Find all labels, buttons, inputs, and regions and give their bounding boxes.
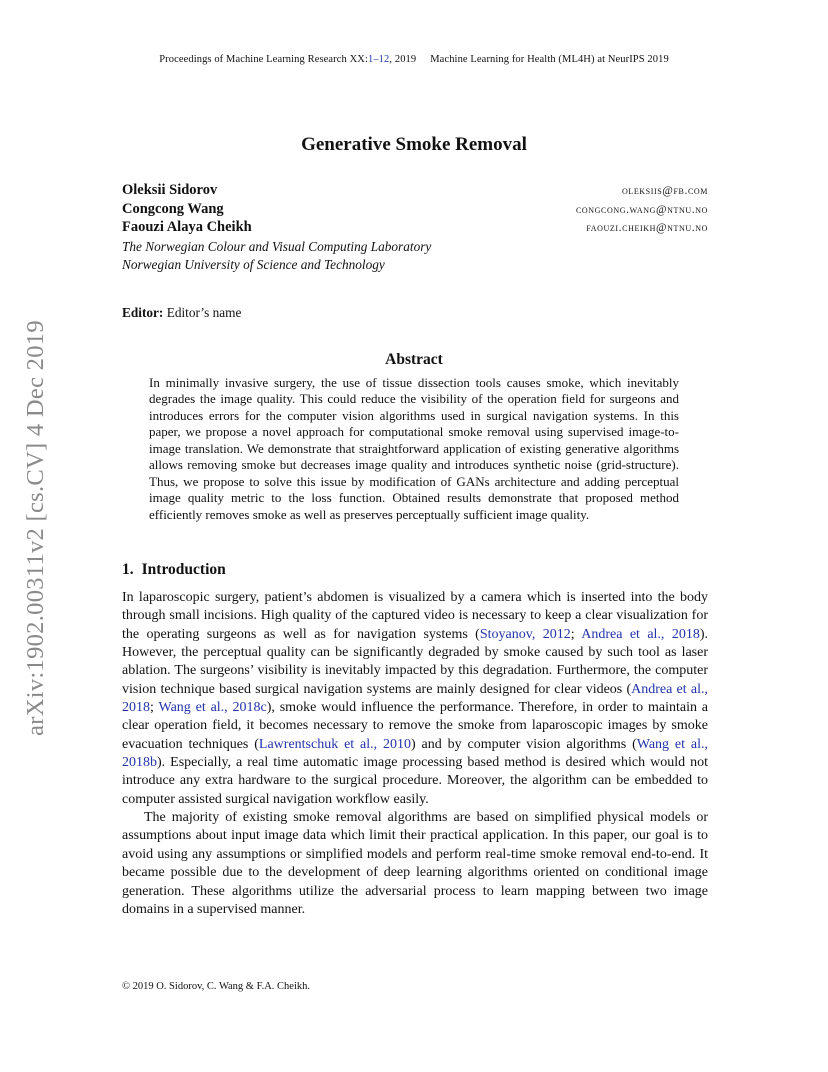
editor-value: Editor’s name [166, 305, 242, 320]
section-title: Introduction [141, 561, 226, 578]
intro-paragraph-1 [122, 589, 708, 809]
citation-link[interactable]: Wang et al., 2018c [158, 700, 267, 716]
author-row [122, 182, 708, 201]
paper-title: Generative Smoke Removal [301, 134, 527, 155]
abstract-heading: Abstract [385, 351, 443, 368]
section-number: 1. [122, 561, 134, 578]
text-run: ). However, the perceptual quality can be significantly degraded by smoke caused by such tool as laser ablation. The surgeons’ visibility is inevitably impacted by this degradation. Furthermore, the computer vision technique based surgical navigation systems are mainly designed for clear videos ( [122, 626, 708, 697]
affiliation-lab: The Norwegian Colour and Visual Computing Laboratory [122, 238, 432, 254]
header-conference: Machine Learning for Health (ML4H) at NeurIPS 2019 [430, 54, 669, 65]
intro-body [122, 589, 708, 919]
header-venue: Proceedings of Machine Learning Research XX: [159, 54, 368, 65]
abstract-text: In minimally invasive surgery, the use of tissue dissection tools causes smoke, which inevitably degrades the image quality. This could reduce the visibility of the operation field for surgeons and introduces errors for the computer vision algorithms used in surgical navigation systems. In this paper, we propose a novel approach for computational smoke removal using supervised image-to-image translation. We demonstrate that straightforward application of existing generative algorithms allows removing smoke but decreases image quality and introduces synthetic noise (grid-structure). Thus, we propose to solve this issue by modification of GANs architecture and adding perceptual image quality metric to the loss function. Obtained results demonstrate that proposed method efficiently removes smoke as well as preserves perceptually sufficient image quality. [149, 375, 679, 522]
copyright-footer: © 2019 O. Sidorov, C. Wang & F.A. Cheikh. [122, 981, 311, 992]
text-run: ). Especially, a real time automatic image processing based method is desired which would not introduce any extra hardware to the surgical procedure. Moreover, the algorithm can be embedded to computer assisted surgical navigation workflow easily. [122, 755, 708, 807]
editor-line [122, 305, 241, 321]
section-heading [122, 561, 226, 579]
editor-label: Editor: [122, 305, 164, 320]
author-name: Congcong Wang [122, 200, 224, 217]
author-name: Faouzi Alaya Cheikh [122, 219, 252, 235]
intro-paragraph-2: The majority of existing smoke removal algorithms are based on simplified physical models or assumptions about input image data which limit their practical application. In this paper, our goal is to avoid using any assumptions or simplified models and perform real-time smoke removal end-to-end. It became possible due to the development of deep learning algorithms oriented on conditional image generation. These algorithms utilize the adversarial process to learn mapping between two image domains in a supervised manner. [122, 810, 708, 917]
affiliation-university: Norwegian University of Science and Technology [122, 257, 385, 272]
citation-link[interactable]: Andrea et al., 2018 [122, 681, 708, 716]
author-row [122, 219, 708, 238]
author-email: faouzi.cheikh@ntnu.no [586, 222, 708, 234]
author-name: Oleksii Sidorov [122, 182, 218, 198]
author-email: congcong.wang@ntnu.no [575, 203, 708, 216]
header-pages-link[interactable]: 1–12 [367, 54, 390, 65]
text-run: In laparoscopic surgery, patient’s abdomen is visualized by a camera which is inserted into the body through small incisions. High quality of the captured video is necessary to keep a clear visualization for the operating surgeons as well as for navigation systems ( [122, 590, 708, 642]
running-header [0, 54, 828, 65]
header-year: , 2019 [389, 54, 417, 65]
citation-link[interactable]: Lawrentschuk et al., 2010 [258, 736, 412, 752]
citation-link[interactable]: Andrea et al., 2018 [581, 626, 700, 642]
citation-link[interactable]: Wang et al., 2018b [122, 736, 708, 771]
author-email: oleksiis@fb.com [621, 185, 708, 197]
arxiv-stamp: arXiv:1902.00311v2 [cs.CV] 4 Dec 2019 [22, 320, 49, 736]
text-run: ; [570, 626, 582, 642]
author-block [122, 182, 708, 275]
citation-link[interactable]: Stoyanov, 2012 [479, 626, 571, 642]
text-run: ) and by computer vision algorithms ( [411, 736, 637, 752]
author-row [122, 201, 708, 220]
text-run: ; [150, 700, 159, 716]
text-run: ), smoke would influence the performance. Therefore, in order to maintain a clear operation field, it becomes necessary to remove the smoke from laparoscopic images by smoke evacuation techniques ( [122, 700, 709, 752]
